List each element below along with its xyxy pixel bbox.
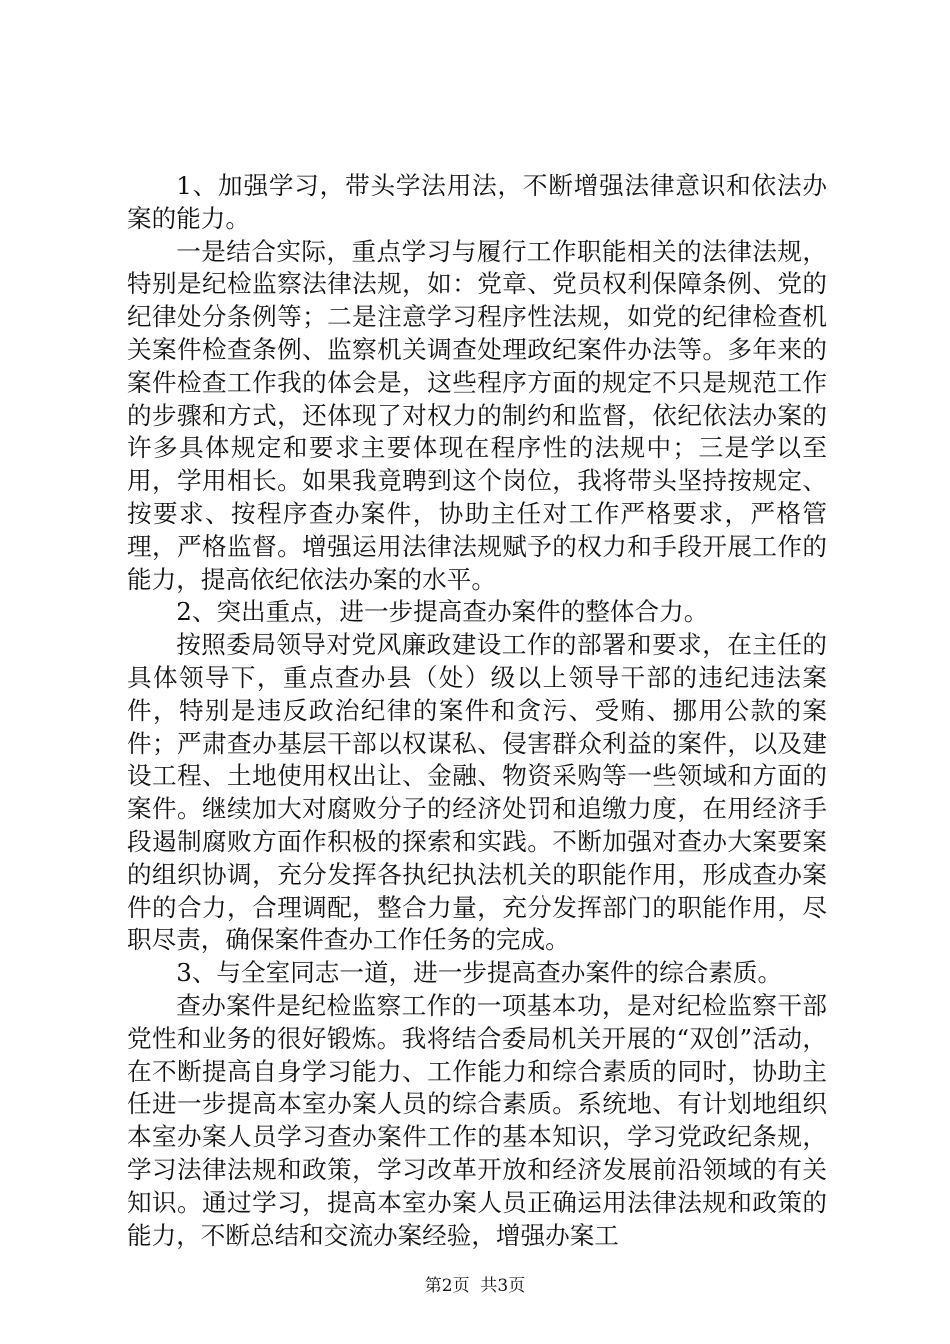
- section-heading-3: 3、与全室同志一道，进一步提高查办案件的综合素质。: [176, 958, 783, 988]
- body-paragraph-1: 一是结合实际，重点学习与履行工作职能相关的法律法规，特别是纪检监察法律法规，如：党章、党员权利保障条例、党的纪律处分条例等；二是注意学习程序性法规，如党的纪律检查机关案件检查条例、监察机关调查处理政纪案件办法等。多年来的案件检查工作我的体会是，这些程序方面的规定不只是规范工作的步骤和方式，还体现了对权力的制约和监督，依纪依法办案的许多具体规定和要求主要体现在程序性的法规中；三是学以至用，学用相长。如果我竟聘到这个岗位，我将带头坚持按规定、按要求、按程序查办案件，协助主任对工作严格要求，严格管理，严格监督。增强运用法律法规赋予的权力和手段开展工作的能力，提高依纪依法办案的水平。: [127, 236, 827, 594]
- body-paragraph-2: 按照委局领导对党风廉政建设工作的部署和要求，在主任的具体领导下，重点查办县（处）级以上领导干部的违纪违法案件，特别是违反政治纪律的案件和贪污、受贿、挪用公款的案件；严肃查办基层干部以权谋私、侵害群众利益的案件，以及建设工程、土地使用权出让、金融、物资采购等一些领域和方面的案件。继续加大对腐败分子的经济处罚和追缴力度，在用经济手段遏制腐败方面作积极的探索和实践。不断加强对查办大案要案的组织协调，充分发挥各执纪执法机关的职能作用，形成查办案件的合力，合理调配，整合力量，充分发挥部门的职能作用，尽职尽责，确保案件查办工作任务的完成。: [127, 630, 827, 955]
- section-heading-2: 2、突出重点，进一步提高查办案件的整体合力。: [176, 597, 709, 627]
- body-paragraph-3: 查办案件是纪检监察工作的一项基本功，是对纪检监察干部党性和业务的很好锻炼。我将结合委局机关开展的“双创”活动，在不断提高自身学习能力、工作能力和综合素质的同时，协助主任进一步提高本室办案人员的综合素质。系统地、有计划地组织本室办案人员学习查办案件工作的基本知识，学习党政纪条规，学习法律法规和政策，学习改革开放和经济发展前沿领域的有关知识。通过学习，提高本室办案人员正确运用法律法规和政策的能力，不断总结和交流办案经验，增强办案工: [127, 990, 827, 1250]
- section-heading-1: 1、加强学习，带头学法用法，不断增强法律意识和依法办案的能力。: [127, 171, 827, 233]
- page-number-footer: 第2页 共3页: [424, 1276, 526, 1296]
- document-body: [127, 170, 827, 1252]
